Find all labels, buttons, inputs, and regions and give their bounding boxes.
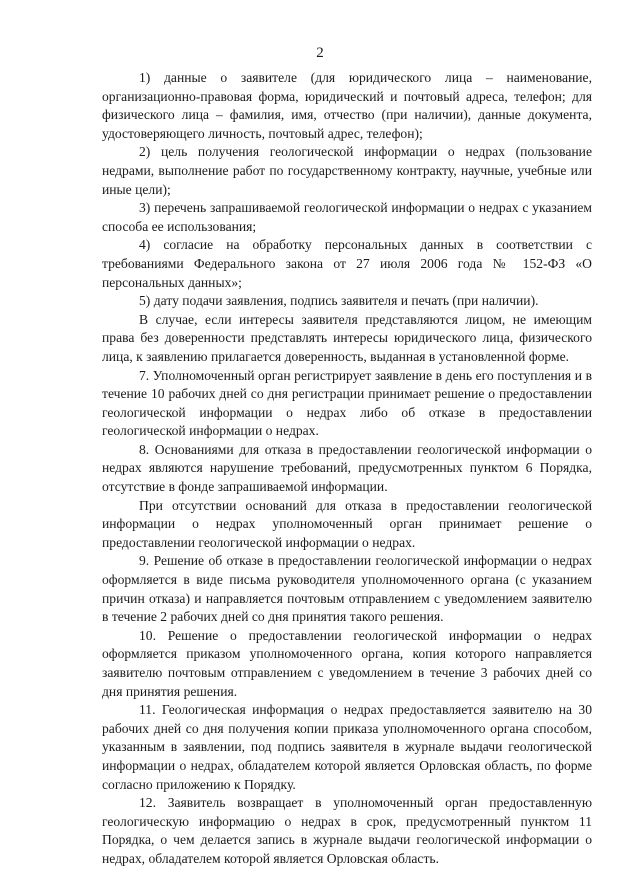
paragraph-section-8: 8. Основаниями для отказа в предоставлении геологической информации о недрах являются нарушение требований, предусмотренных пунктом 6 Порядка, отсутствие в фонде запрашиваемой информации. xyxy=(102,441,592,495)
paragraph-item-5-date: 5) дату подачи заявления, подпись заявителя и печать (при наличии). xyxy=(139,293,539,309)
document-body xyxy=(102,69,592,869)
paragraph-item-3-list: 3) перечень запрашиваемой геологической информации о недрах с указанием способа ее использования; xyxy=(102,200,592,234)
paragraph-section-10: 10. Решение о предоставлении геологической информации о недрах оформляется приказом уполномоченного органа, копия которого направляется заявителю почтовым отправлением с уведомлением в течение 3 рабочих дней со дня принятия решения. xyxy=(102,627,592,699)
paragraph-item-4-consent: 4) согласие на обработку персональных данных в соответствии с требованиями Федерального закона от 27 июля 2006 года № 152-ФЗ «О персональных данных»; xyxy=(102,237,592,290)
paragraph-power-of-attorney: В случае, если интересы заявителя представляются лицом, не имеющим права без доверенности представлять интересы юридического лица, физического лица, к заявлению прилагается доверенность, выданная в установленной форме. xyxy=(102,311,592,364)
paragraph-section-9: 9. Решение об отказе в предоставлении геологической информации о недрах оформляется в виде письма руководителя уполномоченного органа (с указанием причин отказа) и направляется почтовым отправлением с уведомлением заявителю в течение 2 рабочих дней со дня принятия такого решения. xyxy=(102,553,592,625)
paragraph-section-7: 7. Уполномоченный орган регистрирует заявление в день его поступления и в течение 10 рабочих дней со дня регистрации принимает решение о предоставлении геологической информации о недрах либо об отказе в предоставлении геологической информации о недрах. xyxy=(102,367,592,439)
page-number: 2 xyxy=(316,45,324,61)
paragraph-item-1-applicant-data: 1) данные о заявителе (для юридического лица – наименование, организационно-правовая форма, юридический и почтовый адреса, телефон; для физического лица – фамилия, имя, отчество (при наличии), данные документа, удостоверяющего личность, почтовый адрес, телефон); xyxy=(102,70,592,141)
paragraph-section-12: 12. Заявитель возвращает в уполномоченный орган предоставленную геологическую информацию о недрах в срок, предусмотренный пунктом 11 Порядка, о чем делается запись в журнале выдачи геологической информации о недрах, обладателем которой является Орловская область. xyxy=(102,795,592,866)
paragraph-no-grounds: При отсутствии оснований для отказа в предоставлении геологической информации о недрах уполномоченный орган принимает решение о предоставлении геологической информации о недрах. xyxy=(102,497,592,550)
paragraph-item-2-purpose: 2) цель получения геологической информации о недрах (пользование недрами, выполнение работ по государственному контракту, научные, учебные или иные цели); xyxy=(102,144,592,197)
paragraph-section-11: 11. Геологическая информация о недрах предоставляется заявителю на 30 рабочих дней со дня получения копии приказа уполномоченного органа способом, указанным в заявлении, под подпись заявителя в журнале выдачи геологической информации о недрах, обладателем которой является Орловская область, по форме согласно приложению к Порядку. xyxy=(102,702,592,792)
